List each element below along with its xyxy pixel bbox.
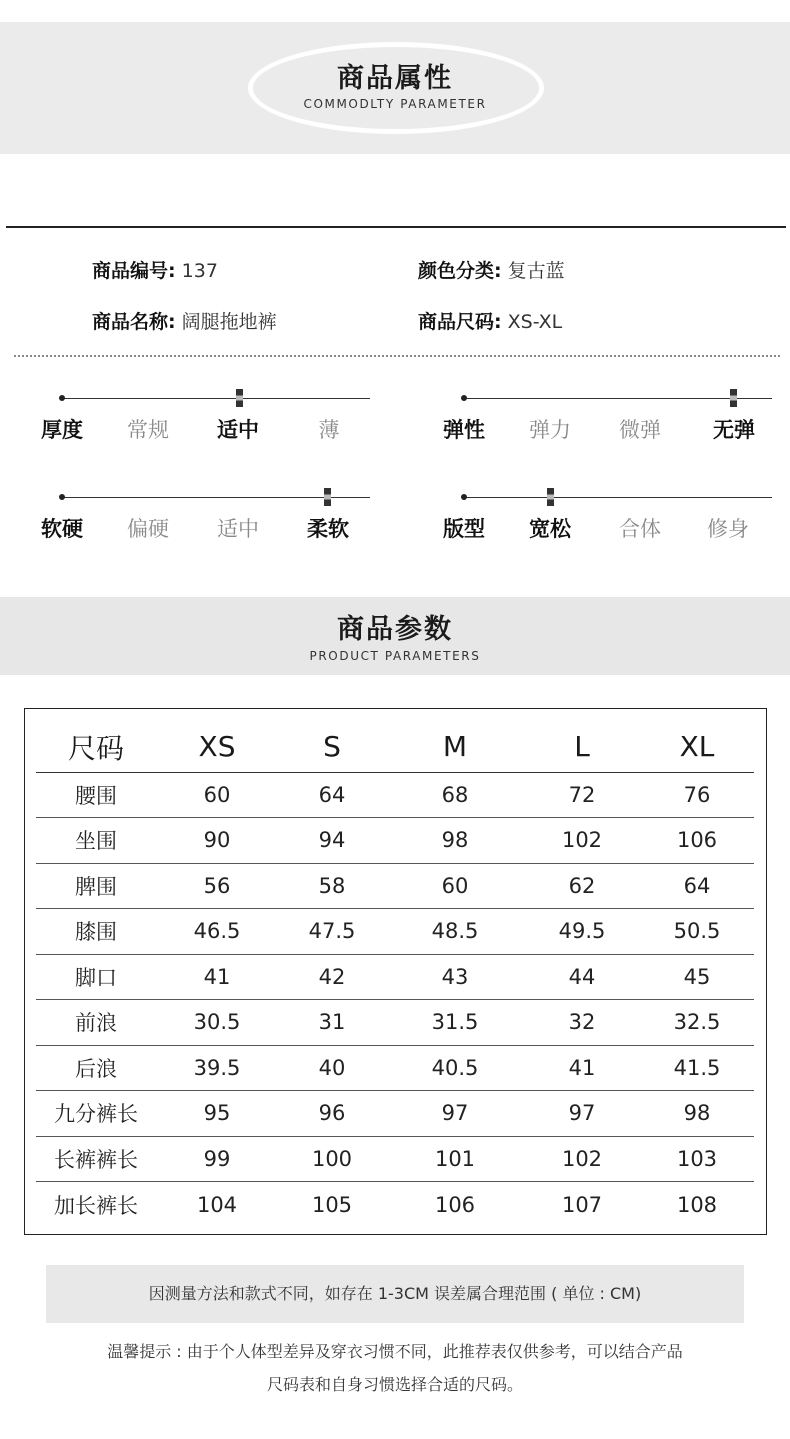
product-name-value: 阔腿拖地裤: [181, 311, 277, 333]
fit-option-loose: 宽松: [529, 517, 571, 541]
table-row: [36, 1000, 754, 1046]
softness-scale-marker: [324, 488, 331, 506]
header-s: S: [278, 722, 386, 772]
table-row: [36, 1091, 754, 1137]
table-cell: 32: [524, 1000, 640, 1046]
table-cell: 96: [278, 1091, 386, 1137]
table-cell: 40: [278, 1045, 386, 1091]
thickness-scale-dot: [59, 395, 65, 401]
fit-scale-dot: [461, 494, 467, 500]
table-row: [36, 863, 754, 909]
row-label-cell: 前浪: [36, 1000, 156, 1046]
table-cell: 103: [640, 1136, 754, 1182]
table-cell: 104: [196, 1192, 238, 1217]
table-cell: 105: [311, 1192, 353, 1217]
thickness-scale-line: [62, 398, 370, 399]
row-label-cell: 膝围: [36, 909, 156, 955]
table-cell: 72: [524, 772, 640, 818]
fit-scale-marker: [547, 488, 554, 506]
size-table: [36, 722, 754, 1227]
product-size: [418, 307, 562, 334]
table-cell: 97: [524, 1091, 640, 1137]
elasticity-option-none: 无弹: [713, 418, 755, 442]
parameters-subtitle: PRODUCT PARAMETERS: [309, 649, 481, 663]
product-color: [418, 256, 565, 283]
table-cell: 42: [278, 954, 386, 1000]
table-cell: 102: [524, 818, 640, 864]
table-cell: 58: [278, 863, 386, 909]
thickness-option-regular: 常规: [127, 418, 169, 442]
measurement-note: 因测量方法和款式不同，如存在 1-3CM 误差属合理范围 ( 单位 : CM): [46, 1265, 744, 1323]
elasticity-scale-dot: [461, 395, 467, 401]
header-l: L: [524, 722, 640, 772]
dotted-divider: [14, 355, 780, 357]
table-cell: 62: [524, 863, 640, 909]
product-name: [92, 307, 277, 334]
table-cell: 76: [640, 772, 754, 818]
table-cell: 64: [640, 863, 754, 909]
softness-scale-dot: [59, 494, 65, 500]
row-label-cell: 脾围: [36, 863, 156, 909]
table-cell: 98: [640, 1091, 754, 1137]
row-label-cell: 坐围: [36, 818, 156, 864]
table-cell: 106: [434, 1192, 476, 1217]
elasticity-option-slight: 微弹: [619, 418, 661, 442]
table-cell: 68: [386, 772, 524, 818]
table-cell: 30.5: [156, 1000, 278, 1046]
elasticity-option-stretch: 弹力: [529, 418, 571, 442]
product-color-label: 颜色分类:: [418, 260, 502, 282]
table-cell: 47.5: [278, 909, 386, 955]
row-label-cell: 腰围: [36, 772, 156, 818]
table-cell: 39.5: [156, 1045, 278, 1091]
product-color-value: 复古蓝: [507, 260, 565, 282]
header-xs: XS: [156, 722, 278, 772]
row-label-cell: 长裤裤长: [36, 1136, 156, 1182]
table-row: [36, 772, 754, 818]
table-cell: 31.5: [386, 1000, 524, 1046]
table-row: [36, 909, 754, 955]
parameters-title: 商品参数: [337, 614, 453, 645]
table-cell: 101: [386, 1136, 524, 1182]
table-cell: 43: [386, 954, 524, 1000]
product-code: [92, 256, 218, 283]
table-cell: 48.5: [386, 909, 524, 955]
row-label-cell: 脚口: [36, 954, 156, 1000]
table-cell: 60: [386, 863, 524, 909]
table-cell: 56: [156, 863, 278, 909]
attributes-title: 商品属性: [337, 63, 453, 94]
table-cell: 46.5: [156, 909, 278, 955]
product-size-label: 商品尺码:: [418, 311, 502, 333]
thickness-option-medium: 适中: [217, 418, 259, 442]
table-cell: 100: [278, 1136, 386, 1182]
table-cell: 60: [156, 772, 278, 818]
section-divider: [6, 226, 786, 228]
product-size-value: XS-XL: [507, 311, 563, 333]
table-cell: 32.5: [640, 1000, 754, 1046]
header-size: 尺码: [36, 722, 156, 772]
header-m: M: [386, 722, 524, 772]
table-cell: 49.5: [524, 909, 640, 955]
thickness-scale-marker: [236, 389, 243, 407]
table-cell: 102: [524, 1136, 640, 1182]
table-cell: 40.5: [386, 1045, 524, 1091]
row-label-cell: 加长裤长: [54, 1193, 138, 1218]
product-code-label: 商品编号:: [92, 260, 176, 282]
table-row: [36, 954, 754, 1000]
table-cell: 108: [676, 1192, 718, 1217]
product-name-label: 商品名称:: [92, 311, 176, 333]
elasticity-title: 弹性: [443, 418, 485, 442]
fit-title: 版型: [443, 517, 485, 541]
softness-title: 软硬: [41, 517, 83, 541]
thickness-title: 厚度: [41, 418, 83, 442]
elasticity-scale-marker: [730, 389, 737, 407]
elasticity-scale-line: [464, 398, 772, 399]
fit-option-slim: 修身: [707, 517, 749, 541]
table-cell: 94: [278, 818, 386, 864]
softness-option-firm: 偏硬: [127, 517, 169, 541]
table-cell: 31: [278, 1000, 386, 1046]
table-cell: 64: [278, 772, 386, 818]
row-label-cell: 九分裤长: [36, 1091, 156, 1137]
product-code-value: 137: [181, 260, 218, 282]
table-cell: 98: [386, 818, 524, 864]
table-cell: 50.5: [640, 909, 754, 955]
table-cell: 44: [524, 954, 640, 1000]
tip-line-1: 温馨提示 : 由于个人体型差异及穿衣习惯不同，此推荐表仅供参考，可以结合产品: [107, 1342, 683, 1361]
tip-line-2: 尺码表和自身习惯选择合适的尺码。: [266, 1375, 523, 1394]
thickness-option-thin: 薄: [318, 418, 340, 442]
softness-option-medium: 适中: [217, 517, 259, 541]
table-cell: 41: [524, 1045, 640, 1091]
table-cell: 41.5: [640, 1045, 754, 1091]
fit-option-regular: 合体: [619, 517, 661, 541]
fit-scale-line: [464, 497, 772, 498]
table-cell: 106: [640, 818, 754, 864]
table-row: [36, 1045, 754, 1091]
table-cell: 99: [156, 1136, 278, 1182]
size-table-header-row: [36, 722, 754, 772]
row-label-cell: 后浪: [36, 1045, 156, 1091]
table-cell: 45: [640, 954, 754, 1000]
table-row: [36, 1182, 754, 1228]
table-cell: 97: [386, 1091, 524, 1137]
table-cell: 95: [156, 1091, 278, 1137]
table-cell: 90: [156, 818, 278, 864]
table-cell: 107: [561, 1192, 603, 1217]
table-row: [36, 1136, 754, 1182]
attributes-subtitle: COMMODLTY PARAMETER: [303, 97, 487, 111]
header-xl: XL: [640, 722, 754, 772]
table-row: [36, 818, 754, 864]
softness-option-soft: 柔软: [307, 517, 349, 541]
table-cell: 41: [156, 954, 278, 1000]
